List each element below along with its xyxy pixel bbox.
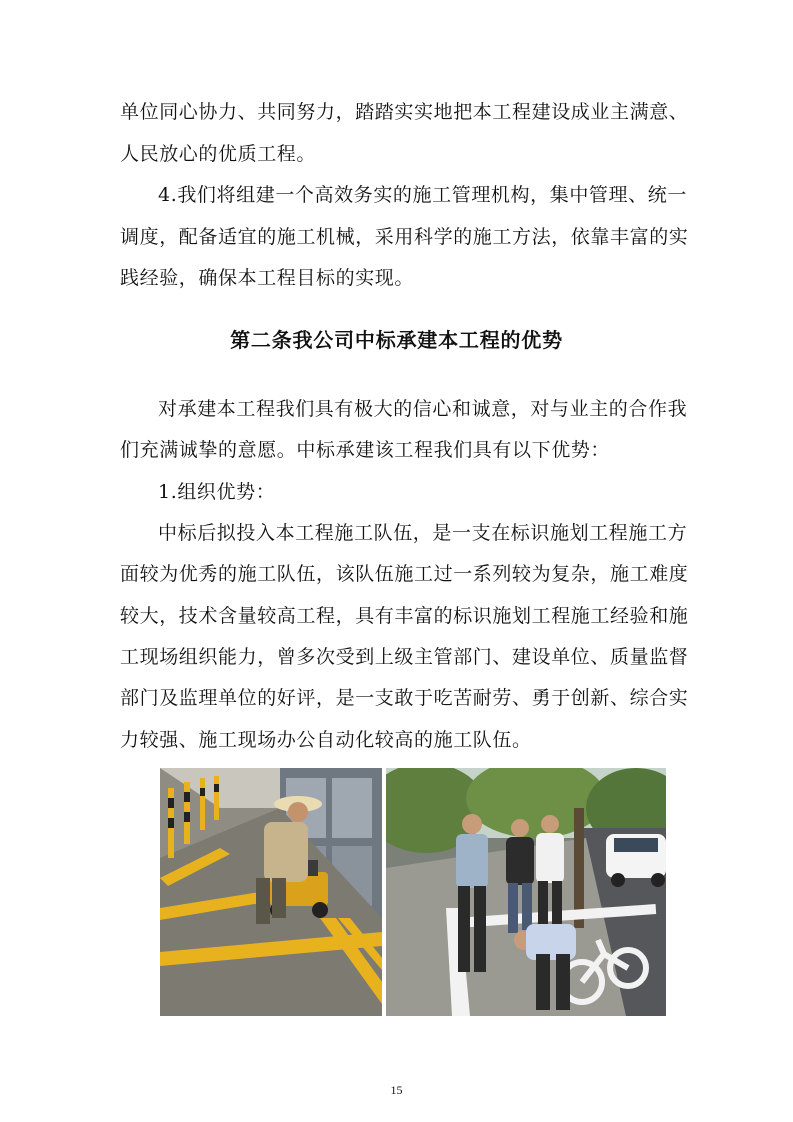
body-text-line: 践经验，确保本工程目标的实现。 <box>120 267 415 289</box>
body-text-line: 面较为优秀的施工队伍，该队伍施工过一系列较为复杂，施工难度 <box>120 563 689 585</box>
body-text-line: 单位同心协力、共同努力，踏踏实实地把本工程建设成业主满意、 <box>120 101 689 123</box>
body-text-line: 工现场组织能力，曾多次受到上级主管部门、建设单位、质量监督 <box>120 646 689 668</box>
body-text-line: 中标后拟投入本工程施工队伍，是一支在标识施划工程施工方 <box>158 522 688 544</box>
road-marking-garage-photo <box>160 768 382 1016</box>
bike-lane-marking-photo <box>386 768 666 1016</box>
body-text-line: 部门及监理单位的好评，是一支敢于吃苦耐劳、勇于创新、综合实 <box>120 687 689 709</box>
subheading: 1.组织优势： <box>158 481 276 503</box>
body-text-line: 们充满诚挚的意愿。中标承建该工程我们具有以下优势： <box>120 439 611 461</box>
section-heading: 第二条我公司中标承建本工程的优势 <box>230 328 563 352</box>
body-text-line: 力较强、施工现场办公自动化较高的施工队伍。 <box>120 729 532 751</box>
photo-pair <box>160 768 666 1016</box>
page-number: 15 <box>390 1083 403 1097</box>
body-text-line: 对承建本工程我们具有极大的信心和诚意，对与业主的合作我 <box>158 398 688 420</box>
body-text-line: 较大，技术含量较高工程，具有丰富的标识施划工程施工经验和施 <box>120 605 689 627</box>
body-text-line: 调度，配备适宜的施工机械，采用科学的施工方法，依靠丰富的实 <box>120 226 689 248</box>
body-text-line: 4.我们将组建一个高效务实的施工管理机构，集中管理、统一 <box>158 184 687 206</box>
body-text-line: 人民放心的优质工程。 <box>120 143 317 165</box>
